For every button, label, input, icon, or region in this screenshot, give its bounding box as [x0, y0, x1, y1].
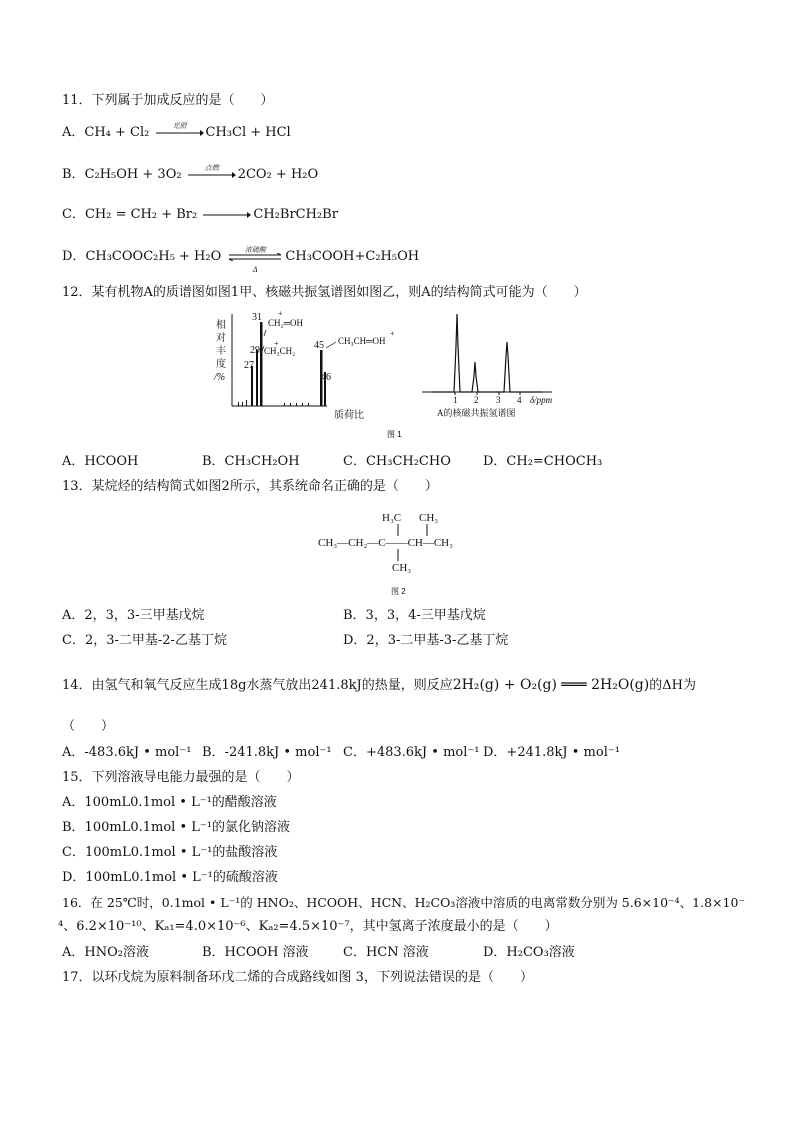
ms-ylabel-4: 度: [216, 359, 226, 370]
struct-bottom: CH₃: [392, 562, 412, 574]
ms-ylabel-1: 相: [216, 320, 226, 331]
plus-31: +: [278, 309, 283, 318]
q15-option-d: D．100mL0.1mol • L⁻¹的硫酸溶液: [62, 870, 278, 885]
fig2-caption: 图 2: [391, 587, 406, 596]
q15-option-b: B．100mL0.1mol • L⁻¹的氯化钠溶液: [62, 820, 290, 835]
reactants: CH₃COOC₂H₅ + H₂O: [85, 249, 222, 264]
plus-29: +: [274, 339, 279, 348]
ms-ylabel-2: 对: [216, 333, 226, 344]
q11-stem: 11．下列属于加成反应的是（ ）: [62, 93, 274, 108]
q13-option-b: B．3，3，4-三甲基戊烷: [343, 608, 486, 623]
label-27: 27: [244, 360, 254, 371]
q16-line-2: ⁴、6.2×10⁻¹⁰、Kₐ₁=4.0×10⁻⁶、Kₐ₂=4.5×10⁻⁷，其中氢离子浓度最小的是（ ）: [58, 919, 558, 934]
nmr-tick-1: 1: [453, 395, 458, 405]
nmr-tick-2: 2: [474, 395, 479, 405]
q13-option-d: D．2，3-二甲基-3-乙基丁烷: [343, 633, 509, 648]
reactants: CH₄ + Cl₂: [84, 125, 150, 140]
nmr-spectrum: [422, 314, 553, 418]
q12-option-c: C．CH₃CH₂CHO: [343, 454, 451, 469]
condition: 光照: [172, 121, 187, 130]
q14-option-b: B．-241.8kJ • mol⁻¹: [202, 745, 332, 760]
fig1-caption: 图 1: [387, 430, 402, 439]
q12-option-a: A．HCOOH: [62, 454, 139, 469]
q14-stem-text: 14．由氢气和氧气反应生成18g水蒸气放出241.8kJ的热量，则反应: [62, 678, 453, 693]
q14-stem-end: 的ΔH为: [649, 678, 696, 693]
ms-ylabel-3: 丰: [216, 346, 226, 357]
q12-option-d: D．CH₂=CHOCH₃: [483, 454, 603, 469]
nmr-tick-4: 4: [517, 395, 522, 405]
q14-paren: （ ）: [62, 719, 115, 734]
peak-31: [260, 322, 263, 406]
reactants: CH₂ = CH₂ + Br₂: [84, 207, 198, 222]
condition-heat: Δ: [252, 265, 258, 274]
q14-option-c: C．+483.6kJ • mol⁻¹: [343, 745, 480, 760]
peak-29: [256, 350, 258, 406]
q15-option-c: C．100mL0.1mol • L⁻¹的盐酸溶液: [62, 845, 278, 860]
q16-option-c: C．HCN 溶液: [343, 945, 429, 960]
q12-option-b: B．CH₃CH₂OH: [202, 454, 300, 469]
q14-option-a: A．-483.6kJ • mol⁻¹: [62, 745, 192, 760]
products: 2CO₂ + H₂O: [237, 167, 319, 182]
q16-option-b: B．HCOOH 溶液: [202, 945, 309, 960]
nmr-title: A的核磁共振氢谱图: [437, 408, 516, 418]
q14-stem: [62, 676, 696, 695]
nmr-axis: δ/ppm: [530, 395, 553, 405]
q17-stem: 17．以环戊烷为原料制备环戊二烯的合成路线如图 3，下列说法错误的是（ ）: [62, 970, 533, 985]
figure-1: [212, 306, 572, 441]
q11-option-c: [62, 206, 338, 224]
frag-45: CH₃CH═OH: [338, 336, 386, 346]
option-label: A．: [62, 125, 85, 140]
reaction-arrow: [156, 121, 204, 140]
reaction-arrow: [188, 163, 236, 182]
option-label: C．: [62, 207, 85, 222]
q16-option-a: A．HNO₂溶液: [62, 945, 149, 960]
q16-line-1: 16．在 25℃时，0.1mol • L⁻¹的 HNO₂、HCOOH、HCN、H₂CO₃溶液中溶质的电离常数分别为 5.6×10⁻⁴、1.8×10⁻: [62, 895, 746, 910]
q15-stem: 15．下列溶液导电能力最强的是（ ）: [62, 770, 300, 785]
frag-31: CH₂═OH: [268, 318, 304, 328]
products: CH₂BrCH₂Br: [253, 207, 338, 222]
q15-option-a: A．100mL0.1mol • L⁻¹的醋酸溶液: [62, 795, 277, 810]
q12-stem: 12．某有机物A的质谱图如图1甲、核磁共振氢谱图如图乙，则A的结构简式可能为（ ）: [62, 285, 587, 300]
reversible-arrow: [227, 245, 283, 274]
label-46: 46: [321, 372, 331, 383]
condition: 浓硫酸: [244, 245, 266, 254]
mass-spectrum: [213, 309, 395, 421]
label-45: 45: [314, 340, 324, 351]
q16-option-d: D．H₂CO₃溶液: [483, 945, 575, 960]
option-label: B．: [62, 167, 85, 182]
q13-option-a: A．2，3，3-三甲基戊烷: [62, 608, 205, 623]
struct-top-right: CH₃: [419, 512, 439, 524]
q13-stem: 13．某烷烃的结构简式如图2所示，其系统命名正确的是（ ）: [62, 479, 438, 494]
nmr-tick-3: 3: [496, 395, 501, 405]
ms-xlabel: 质荷比: [334, 410, 364, 421]
q14-equation: 2H₂(g) + O₂(g) ═══ 2H₂O(g): [452, 677, 650, 693]
q14-option-d: D．+241.8kJ • mol⁻¹: [483, 745, 620, 760]
products: CH₃Cl + HCl: [205, 125, 291, 140]
struct-main: CH₃—CH₂—C——CH—CH₃: [318, 537, 453, 549]
label-31: 31: [252, 312, 262, 323]
plus-45: +: [390, 329, 395, 338]
reaction-arrow: [203, 208, 251, 222]
frag-29: CH₃CH₂: [264, 346, 296, 356]
q11-option-d: [62, 245, 420, 274]
label-29: 29: [250, 345, 260, 356]
q11-option-b: [62, 163, 319, 184]
option-label: D．: [62, 249, 86, 264]
peak-27: [251, 366, 253, 406]
q11-option-a: [62, 121, 291, 142]
struct-top-left: H₃C: [382, 512, 402, 524]
figure-2: [318, 505, 478, 600]
products: CH₃COOH+C₂H₅OH: [285, 249, 420, 264]
reactants: C₂H₅OH + 3O₂: [84, 167, 182, 182]
condition: 点燃: [204, 163, 219, 172]
q13-option-c: C．2，3-二甲基-2-乙基丁烷: [62, 633, 227, 648]
ms-ylabel-5: /%: [214, 372, 226, 383]
